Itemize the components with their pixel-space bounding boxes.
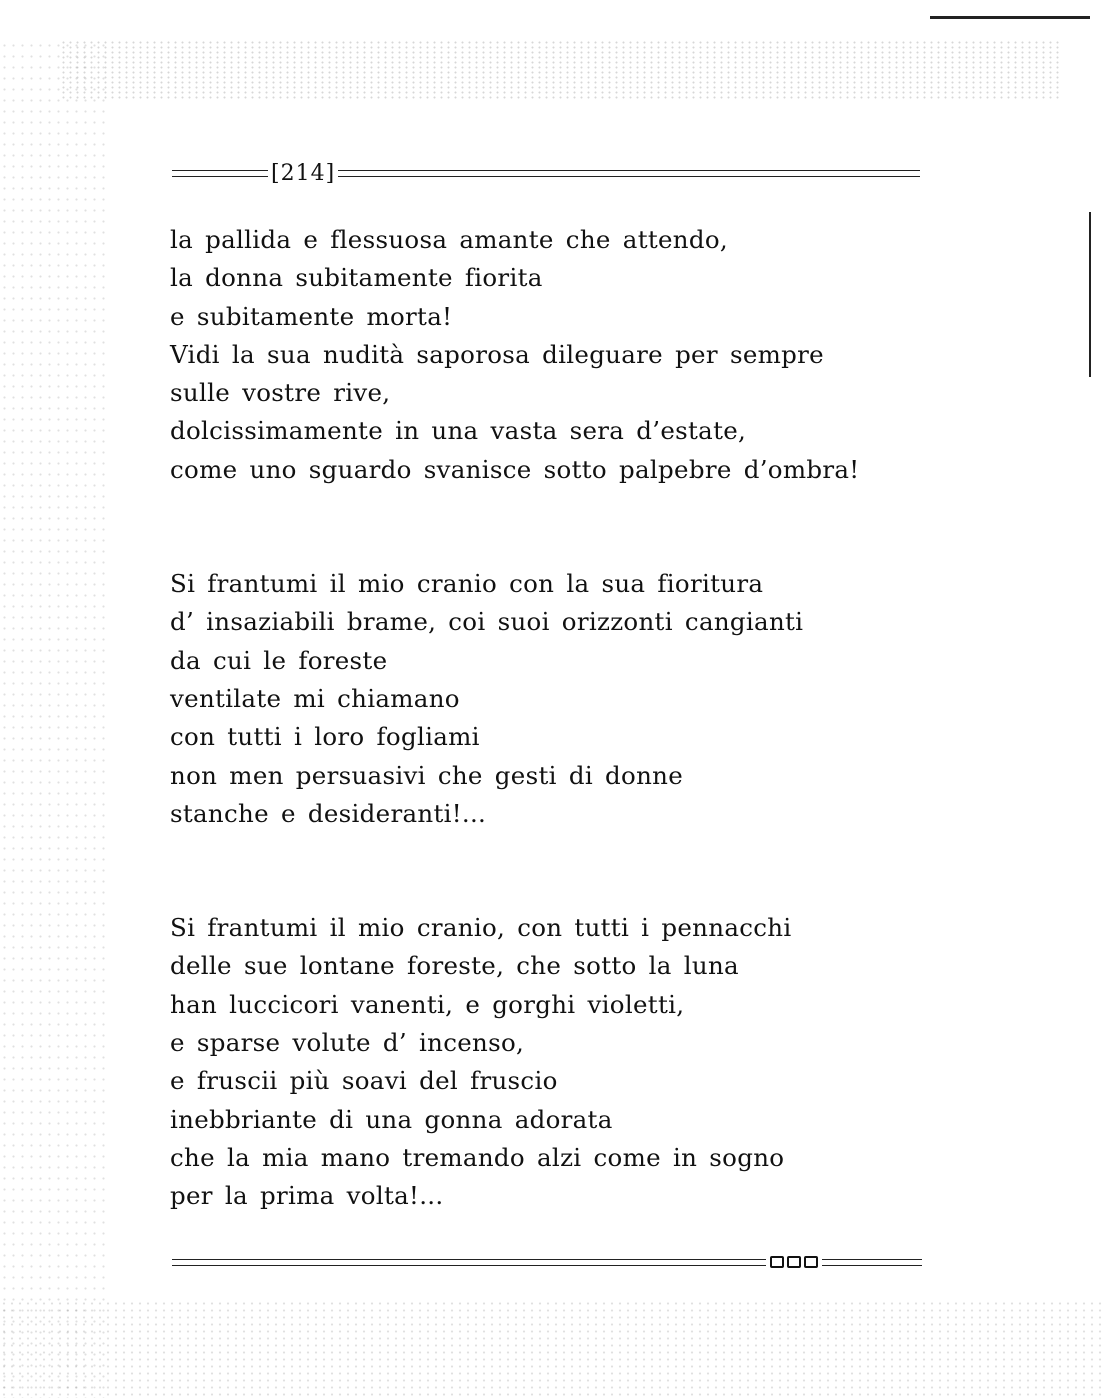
header-rule — [172, 170, 268, 177]
page-footer-ornament — [172, 1252, 922, 1272]
stanza — [170, 221, 870, 489]
poem-line: per la prima volta!... — [170, 1181, 444, 1211]
square-ornament — [766, 1256, 822, 1268]
scan-noise-left — [0, 40, 110, 1398]
poem-text — [170, 221, 870, 1216]
footer-rule — [822, 1259, 922, 1266]
poem-line: ventilate mi chiamano — [170, 683, 460, 713]
poem-line: non men persuasivi che gesti di donne — [170, 760, 684, 790]
scan-noise-bottom — [0, 1300, 1102, 1398]
ornament-square — [787, 1256, 801, 1268]
poem-line: stanche e desideranti!... — [170, 798, 487, 828]
poem-line: la pallida e flessuosa amante che attendo, — [170, 225, 728, 254]
scan-noise-top — [60, 40, 1060, 100]
poem-line: come uno sguardo svanisce sotto palpebre d’ombra! — [170, 454, 860, 484]
ornament-square — [770, 1256, 784, 1268]
poem-line: e sparse volute d’ incenso, — [170, 1028, 525, 1058]
poem-line: inebbriante di una gonna adorata — [170, 1104, 613, 1134]
poem-line: Vidi la sua nudità saporosa dileguare per sempre — [170, 339, 824, 369]
footer-rule — [172, 1259, 766, 1266]
poem-line: han luccicori vanenti, e gorghi violetti, — [170, 989, 685, 1019]
scan-edge-line — [1089, 212, 1091, 377]
ornament-square — [804, 1256, 818, 1268]
poem-line: d’ insaziabili brame, coi suoi orizzonti cangianti — [170, 607, 804, 637]
stanza — [170, 909, 870, 1215]
stanza — [170, 565, 870, 833]
page-number: [214] — [271, 160, 336, 186]
poem-line: che la mia mano tremando alzi come in sogno — [170, 1142, 785, 1172]
header-rule — [338, 170, 920, 177]
poem-line: con tutti i loro fogliami — [170, 722, 480, 752]
scan-edge-line — [930, 16, 1090, 19]
poem-line: da cui le foreste — [170, 645, 388, 675]
poem-line: dolcissimamente in una vasta sera d’estate, — [170, 416, 747, 446]
poem-line: e subitamente morta! — [170, 301, 453, 331]
poem-line: Si frantumi il mio cranio, con tutti i pennacchi — [170, 913, 792, 943]
poem-line: la donna subitamente fiorita — [170, 263, 543, 293]
poem-line: e fruscii più soavi del fruscio — [170, 1066, 558, 1096]
page-header — [172, 158, 920, 188]
poem-line: delle sue lontane foreste, che sotto la luna — [170, 951, 739, 981]
poem-line: sulle vostre rive, — [170, 378, 391, 408]
poem-line: Si frantumi il mio cranio con la sua fioritura — [170, 569, 764, 599]
